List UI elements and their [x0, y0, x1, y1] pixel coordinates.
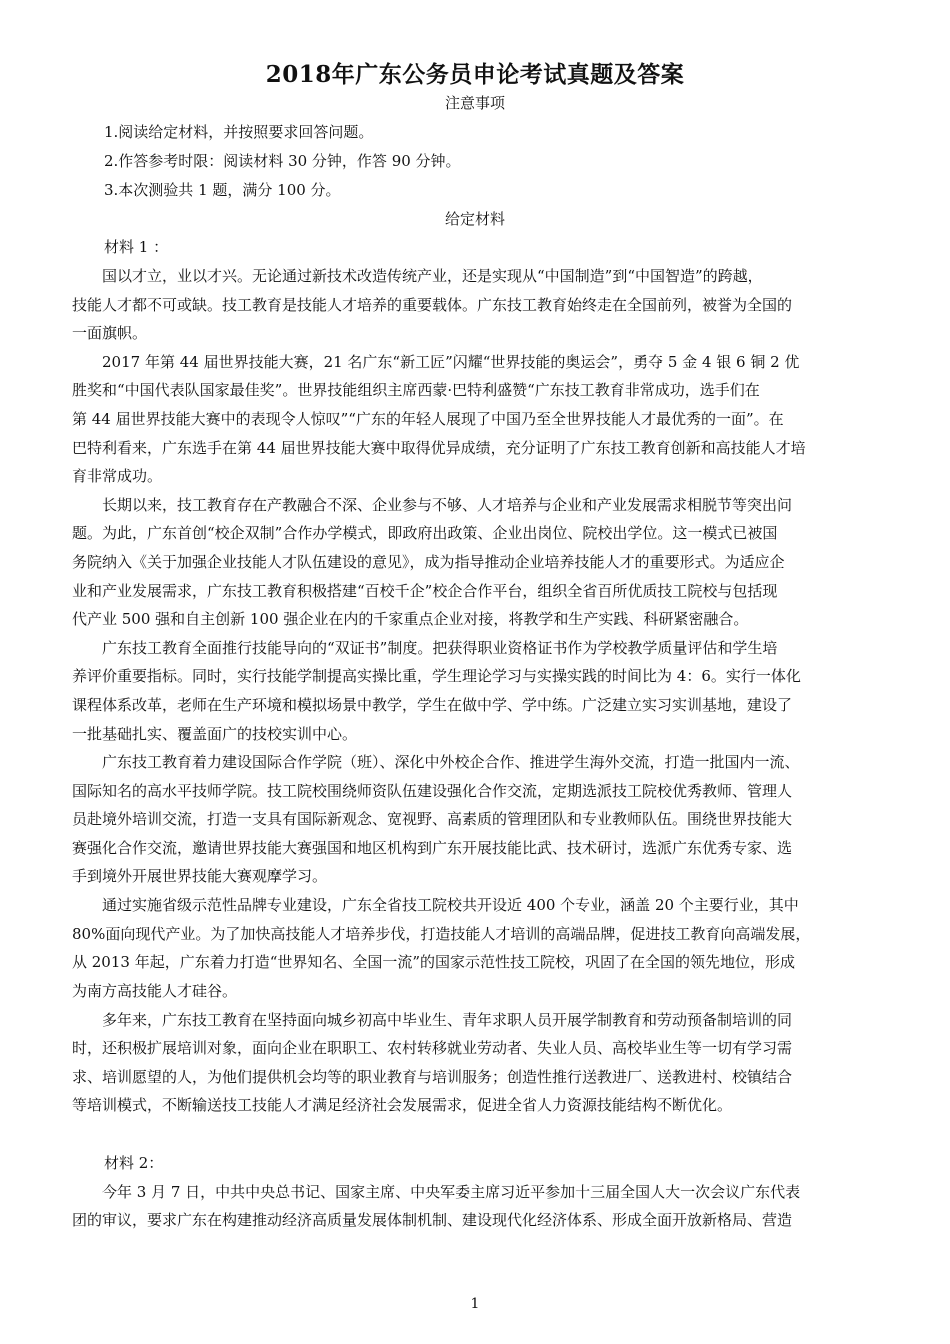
body-line: 技能人才都不可或缺。技工教育是技能人才培养的重要载体。广东技工教育始终走在全国前列，被誉为全国的 — [72, 296, 793, 314]
page-number: 1 — [470, 1296, 480, 1312]
body-line: 一面旗帜。 — [72, 324, 148, 342]
body-line: 长期以来，技工教育存在产教融合不深、企业参与不够、人才培养与企业和产业发展需求相脱节等突出问 — [72, 496, 793, 514]
body-line: 课程体系改革，老师在生产环境和模拟场景中教学，学生在做中学、学中练。广泛建立实习实训基地，建设了 — [72, 696, 793, 714]
body-line: 团的审议，要求广东在构建推动经济高质量发展体制机制、建设现代化经济体系、形成全面开放新格局、营造 — [72, 1211, 793, 1229]
body-line: 为南方高技能人才硅谷。 — [72, 982, 238, 1000]
body-line: 时，还积极扩展培训对象，面向企业在职职工、农村转移就业劳动者、失业人员、高校毕业生等一切有学习需 — [72, 1039, 793, 1057]
body-line: 等培训模式，不断输送技工技能人才满足经济社会发展需求，促进全省人力资源技能结构不断优化。 — [72, 1096, 733, 1114]
body-line: 国以才立，业以才兴。无论通过新技术改造传统产业，还是实现从“中国制造”到“中国智造”的跨越， — [72, 267, 763, 285]
body-line: 第 44 届世界技能大赛中的表现令人惊叹”“广东的年轻人展现了中国乃至全世界技能人才最优秀的一面”。在 — [72, 410, 784, 428]
material1-label: 材料 1 ： — [104, 238, 169, 256]
body-line: 胜奖和“中国代表队国家最佳奖”。世界技能组织主席西蒙·巴特利盛赞“广东技工教育非常成功，选手们在 — [72, 381, 760, 399]
body-line: 业和产业发展需求，广东技工教育积极搭建“百校千企”校企合作平台，组织全省百所优质技工院校与包括现 — [72, 582, 778, 600]
body-line: 巴特利看来，广东选手在第 44 届世界技能大赛中取得优异成绩，充分证明了广东技工教育创新和高技能人才培 — [72, 439, 806, 457]
body-line: 2017 年第 44 届世界技能大赛，21 名广东“新工匠”闪耀“世界技能的奥运会”，勇夺 5 金 4 银 6 铜 2 优 — [72, 353, 800, 371]
body-line: 从 2013 年起，广东着力打造“世界知名、全国一流”的国家示范性技工院校，巩固了在全国的领先地位，形成 — [72, 953, 796, 971]
body-line: 育非常成功。 — [72, 467, 163, 485]
body-line: 务院纳入《关于加强企业技能人才队伍建设的意见》，成为指导推动企业培养技能人才的重要形式。为适应企 — [72, 553, 785, 571]
body-line: 80%面向现代产业。为了加快高技能人才培养步伐，打造技能人才培训的高端品牌，促进技工教育向高端发展， — [72, 925, 811, 943]
note-line: 2.作答参考时限：阅读材料 30 分钟，作答 90 分钟。 — [104, 152, 461, 170]
body-line: 广东技工教育着力建设国际合作学院（班）、深化中外校企合作、推进学生海外交流，打造一批国内一流、 — [72, 753, 800, 771]
body-line: 国际知名的高水平技师学院。技工院校围绕师资队伍建设强化合作交流，定期选派技工院校优秀教师、管理人 — [72, 782, 793, 800]
body-line: 通过实施省级示范性品牌专业建设，广东全省技工院校共开设近 400 个专业，涵盖 20 个主要行业，其中 — [72, 896, 799, 914]
body-line: 代产业 500 强和自主创新 100 强企业在内的千家重点企业对接，将教学和生产实践、科研紧密融合。 — [72, 610, 749, 628]
body-line: 多年来，广东技工教育在坚持面向城乡初高中毕业生、青年求职人员开展学制教育和劳动预备制培训的同 — [72, 1011, 793, 1029]
body-line: 今年 3 月 7 日，中共中央总书记、国家主席、中央军委主席习近平参加十三届全国人大一次会议广东代表 — [72, 1183, 801, 1201]
material2-label: 材料 2： — [104, 1154, 164, 1172]
body-line: 求、培训愿望的人，为他们提供机会均等的职业教育与培训服务；创造性推行送教进厂、送教进村、校镇结合 — [72, 1068, 793, 1086]
document-title: 2018年广东公务员申论考试真题及答案 — [265, 61, 685, 88]
body-line: 员赴境外培训交流，打造一支具有国际新观念、宽视野、高素质的管理团队和专业教师队伍。围绕世界技能大 — [72, 810, 793, 828]
body-line: 养评价重要指标。同时，实行技能学制提高实操比重，学生理论学习与实操实践的时间比为 4：6。实行一体化 — [72, 667, 801, 685]
body-line: 广东技工教育全面推行技能导向的“双证书”制度。把获得职业资格证书作为学校教学质量评估和学生培 — [72, 639, 778, 657]
note-line: 1.阅读给定材料，并按照要求回答问题。 — [104, 123, 374, 141]
body-line: 手到境外开展世界技能大赛观摩学习。 — [72, 867, 328, 885]
notice-heading: 注意事项 — [444, 94, 505, 112]
note-line: 3.本次测验共 1 题，满分 100 分。 — [104, 181, 341, 199]
body-line: 赛强化合作交流，邀请世界技能大赛强国和地区机构到广东开展技能比武、技术研讨，选派广东优秀专家、选 — [72, 839, 793, 857]
body-line: 题。为此，广东首创“校企双制”合作办学模式，即政府出政策、企业出岗位、院校出学位。这一模式已被国 — [72, 524, 778, 542]
body-line: 一批基础扎实、覆盖面广的技校实训中心。 — [72, 725, 358, 743]
materials-heading: 给定材料 — [444, 210, 505, 228]
